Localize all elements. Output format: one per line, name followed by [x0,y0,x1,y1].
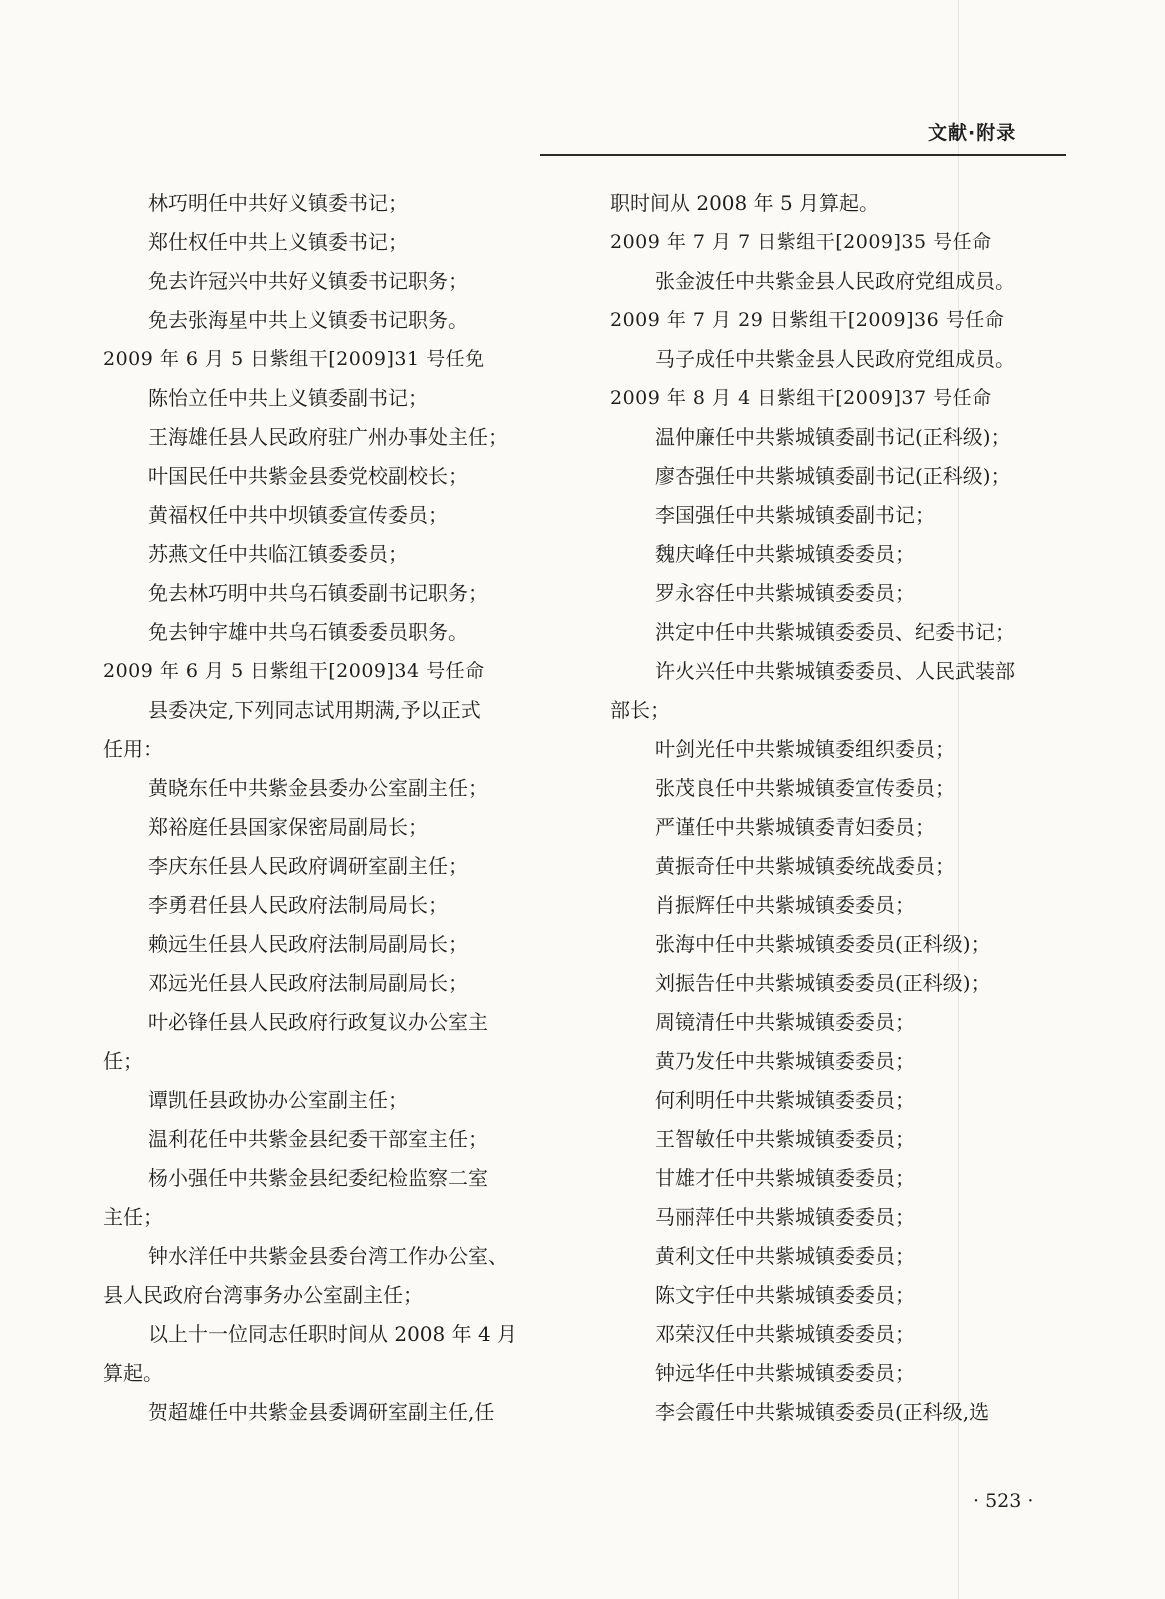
text-line: 职时间从 2008 年 5 月算起。 [610,191,880,215]
text-line: 黄乃发任中共紫城镇委委员； [655,1049,915,1073]
text-line: 免去许冠兴中共好义镇委书记职务； [148,269,468,293]
text-line: 苏燕文任中共临江镇委委员； [148,542,408,566]
text-line: 罗永容任中共紫城镇委委员； [655,581,915,605]
text-line: 杨小强任中共紫金县纪委纪检监察二室 [148,1166,488,1190]
text-line: 张金波任中共紫金县人民政府党组成员。 [655,269,1015,293]
text-line: 严谨任中共紫城镇委青妇委员； [655,815,935,839]
text-line: 免去林巧明中共乌石镇委副书记职务； [148,581,488,605]
text-line: 王海雄任县人民政府驻广州办事处主任； [148,425,508,449]
text-line: 免去张海星中共上义镇委书记职务。 [148,308,468,332]
page-number: · 523 · [973,1490,1034,1512]
document-date-line: 2009 年 6 月 5 日紫组干[2009]34 号任命 [103,660,485,682]
text-line: 钟水洋任中共紫金县委台湾工作办公室、 [148,1244,508,1268]
text-line: 温利花任中共紫金县纪委干部室主任； [148,1127,488,1151]
text-line: 算起。 [103,1361,163,1385]
text-line: 叶必锋任县人民政府行政复议办公室主 [148,1010,488,1034]
text-line: 马丽萍任中共紫城镇委委员； [655,1205,915,1229]
text-line: 叶剑光任中共紫城镇委组织委员； [655,737,955,761]
document-date-line: 2009 年 8 月 4 日紫组干[2009]37 号任命 [610,387,992,409]
text-line: 许火兴任中共紫城镇委委员、人民武装部 [655,659,1015,683]
left-column [103,184,558,1432]
text-line: 温仲廉任中共紫城镇委副书记(正科级)； [655,425,1011,449]
text-line: 叶国民任中共紫金县委党校副校长； [148,464,468,488]
text-line: 赖远生任县人民政府法制局副局长； [148,932,468,956]
text-line: 以上十一位同志任职时间从 2008 年 4 月 [148,1322,518,1346]
text-line: 部长； [610,698,670,722]
text-line: 陈文宇任中共紫城镇委委员； [655,1283,915,1307]
text-line: 李庆东任县人民政府调研室副主任； [148,854,468,878]
text-line: 王智敏任中共紫城镇委委员； [655,1127,915,1151]
text-line: 黄晓东任中共紫金县委办公室副主任； [148,776,488,800]
text-line: 邓远光任县人民政府法制局副局长； [148,971,468,995]
text-line: 贺超雄任中共紫金县委调研室副主任,任 [148,1400,495,1424]
text-line: 免去钟宇雄中共乌石镇委委员职务。 [148,620,468,644]
text-line: 马子成任中共紫金县人民政府党组成员。 [655,347,1015,371]
text-line: 周镜清任中共紫城镇委委员； [655,1010,915,1034]
text-line: 何利明任中共紫城镇委委员； [655,1088,915,1112]
text-line: 黄利文任中共紫城镇委委员； [655,1244,915,1268]
text-line: 林巧明任中共好义镇委书记； [148,191,408,215]
text-line: 魏庆峰任中共紫城镇委委员； [655,542,915,566]
text-line: 李会霞任中共紫城镇委委员(正科级,选 [655,1400,990,1424]
text-line: 李国强任中共紫城镇委副书记； [655,503,935,527]
text-line: 洪定中任中共紫城镇委委员、纪委书记； [655,620,1015,644]
text-line: 郑仕权任中共上义镇委书记； [148,230,408,254]
text-line: 李勇君任县人民政府法制局局长； [148,893,448,917]
text-line: 郑裕庭任县国家保密局副局长； [148,815,428,839]
text-line: 县委决定,下列同志试用期满,予以正式 [148,698,481,722]
running-header-title: 文献·附录 [928,122,1017,144]
right-column [610,184,1062,1432]
text-line: 任； [103,1049,143,1073]
text-line: 任用： [103,737,163,761]
text-line: 邓荣汉任中共紫城镇委委员； [655,1322,915,1346]
text-line: 黄振奇任中共紫城镇委统战委员； [655,854,955,878]
text-line: 廖杏强任中共紫城镇委副书记(正科级)； [655,464,1011,488]
text-line: 张海中任中共紫城镇委委员(正科级)； [655,932,991,956]
text-line: 张茂良任中共紫城镇委宣传委员； [655,776,955,800]
text-line: 陈怡立任中共上义镇委副书记； [148,386,428,410]
text-line: 刘振告任中共紫城镇委委员(正科级)； [655,971,991,995]
text-line: 谭凯任县政协办公室副主任； [148,1088,408,1112]
document-date-line: 2009 年 6 月 5 日紫组干[2009]31 号任免 [103,348,485,370]
text-line: 钟远华任中共紫城镇委委员； [655,1361,915,1385]
document-date-line: 2009 年 7 月 7 日紫组干[2009]35 号任命 [610,231,992,253]
header-rule [540,154,1066,156]
text-line: 县人民政府台湾事务办公室副主任； [103,1283,423,1307]
text-line: 主任； [103,1205,163,1229]
text-line: 黄福权任中共中坝镇委宣传委员； [148,503,448,527]
document-date-line: 2009 年 7 月 29 日紫组干[2009]36 号任命 [610,309,1005,331]
text-line: 甘雄才任中共紫城镇委委员； [655,1166,915,1190]
text-line: 肖振辉任中共紫城镇委委员； [655,893,915,917]
